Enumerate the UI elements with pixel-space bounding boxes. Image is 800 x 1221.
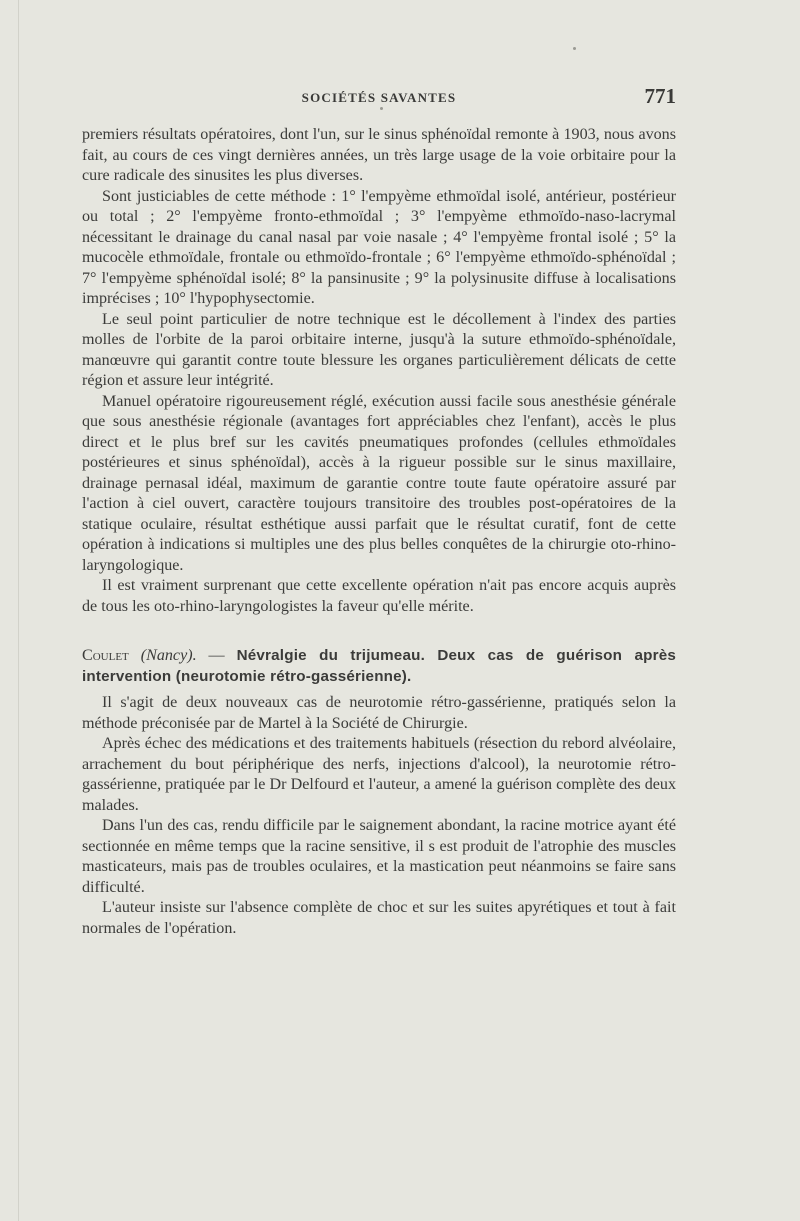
abstract-paragraph-3: Dans l'un des cas, rendu difficile par le saignement abondant, la racine motrice ayant été sectionnée en même temps que la racine sensitive, il s est produit de l'atrophie des muscles masticateurs, mais pas de troubles oculaires, et la mastication peut néanmoins se faire sans difficulté.	[82, 817, 676, 896]
body-text	[82, 125, 676, 939]
abstract-author: Coulet	[82, 647, 129, 664]
running-head: SOCIÉTÉS SAVANTES	[301, 90, 457, 105]
page-number: 771	[644, 84, 676, 108]
paragraph-indications: Sont justiciables de cette méthode : 1° l'empyème ethmoïdal isolé, antérieur, postérieur ou total ; 2° l'empyème fronto-ethmoïdal ; 3° l'empyème ethmoïdo-naso-lacrymal nécessitant le drainage du canal nasal par voie nasale ; 4° l'empyème frontal isolé ; 5° la mucocèle ethmoïdale, frontale ou ethmoïdo-frontale ; 6° l'empyème ethmoïdo-sphénoïdal ; 7° l'empyème sphénoïdal isolé; 8° la pansinusite ; 9° la polysinusite diffuse à localisations imprécises ; 10° l'hypophysectomie.	[82, 187, 676, 307]
page-header	[82, 84, 676, 110]
paragraph-continuation: premiers résultats opératoires, dont l'un, sur le sinus sphénoïdal remonte à 1903, nous avons fait, au cours de ces vingt dernières années, un très large usage de la voie orbitaire pour la cure radicale des sinusites les plus diverses.	[82, 126, 676, 184]
paragraph-advantages: Manuel opératoire rigoureusement réglé, exécution aussi facile sous anesthésie générale que sous anesthésie régionale (avantages fort appréciables chez l'enfant), accès le plus direct et le plus bref sur les cavités pneumatiques profondes (cellules ethmoïdales postérieures et sinus sphénoïdal), accès à la rigueur possible sur le sinus maxillaire, drainage pernasal idéal, maximum de garantie contre toute faute opératoire assuré par l'action à ciel ouvert, caractère toujours transitoire des troubles post-opératoires de la statique oculaire, résultat esthétique aussi parfait que le résultat curatif, font de cette opération à indications si multiples une des plus belles conquêtes de la chirurgie oto-rhino-laryngologique.	[82, 392, 676, 574]
abstract-place: (Nancy).	[140, 647, 197, 664]
abstract-title: Névralgie du trijumeau. Deux cas de guérison après intervention (neurotomie rétro-gassérienne).	[82, 647, 676, 685]
abstract-paragraph-2: Après échec des médications et des traitements habituels (résection du rebord alvéolaire, arrachement du bout périphérique des nerfs, injections d'alcool), la neurotomie rétro-gassérienne, pratiquée par le Dr Delfourd et l'auteur, a amené la guérison complète des deux malades.	[82, 735, 676, 814]
paragraph-conclusion: Il est vraiment surprenant que cette excellente opération n'ait pas encore acquis auprès de tous les oto-rhino-laryngologistes la faveur qu'elle mérite.	[82, 577, 676, 615]
ink-speck	[573, 47, 576, 50]
paragraph-technique: Le seul point particulier de notre technique est le décollement à l'index des parties molles de l'orbite de la paroi orbitaire interne, jusqu'à la suture ethmoïdo-sphénoïdale, manœuvre qui garantit contre toute blessure les organes particulièrement délicats de cette région et assure leur intégrité.	[82, 310, 676, 389]
abstract-dash: —	[196, 647, 237, 664]
abstract-paragraph-4: L'auteur insiste sur l'absence complète de choc et sur les suites apyrétiques et tout à fait normales de l'opération.	[82, 899, 676, 937]
abstract-heading	[82, 646, 676, 687]
section-gap	[82, 617, 676, 646]
page-edge-shadow	[18, 0, 19, 1221]
abstract-paragraph-1: Il s'agit de deux nouveaux cas de neurotomie rétro-gassérienne, pratiqués selon la méthode préconisée par de Martel à la Société de Chirurgie.	[82, 694, 676, 732]
ink-speck	[380, 107, 383, 110]
